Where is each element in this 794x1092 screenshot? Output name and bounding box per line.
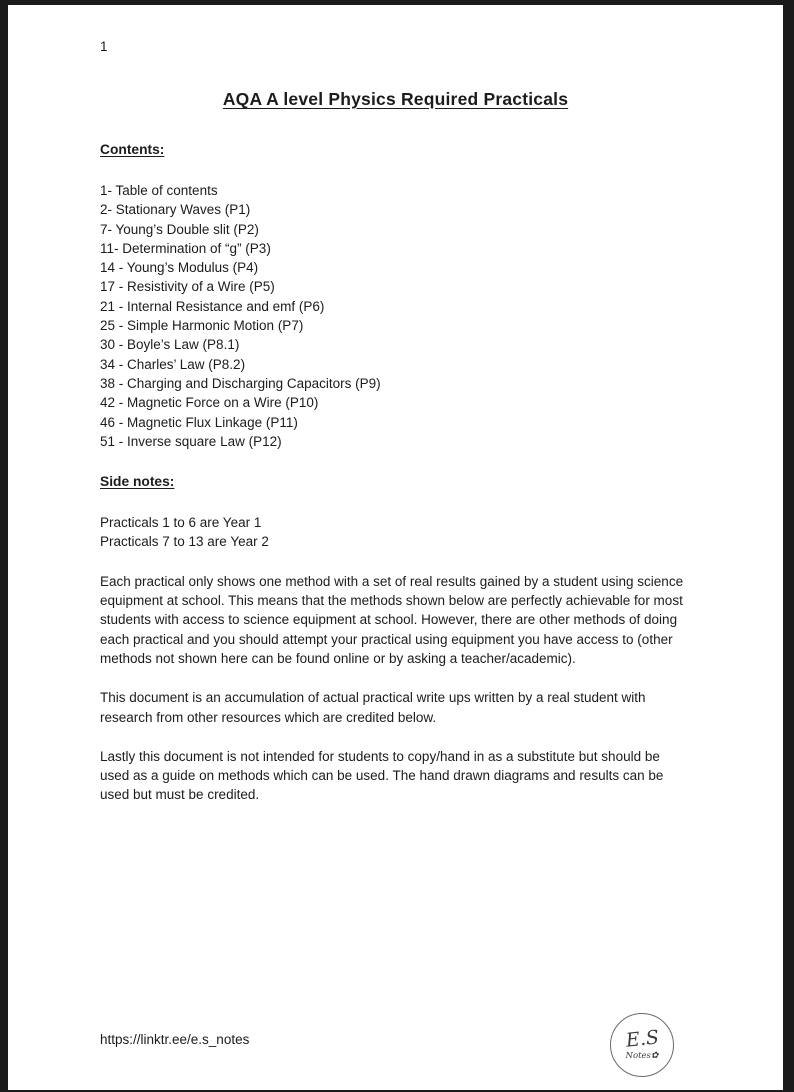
rose-icon: ✿ bbox=[650, 1050, 659, 1061]
toc-item: 11- Determination of “g” (P3) bbox=[100, 240, 271, 256]
page-number: 1 bbox=[100, 39, 108, 54]
linktree-link[interactable]: https://linktr.ee/e.s_notes bbox=[100, 1032, 250, 1047]
document-title: AQA A level Physics Required Practicals bbox=[222, 89, 569, 109]
toc-item: 38 - Charging and Discharging Capacitors (P9) bbox=[100, 375, 381, 391]
toc-item: 51 - Inverse square Law (P12) bbox=[100, 433, 282, 449]
toc-item: 2- Stationary Waves (P1) bbox=[100, 202, 251, 218]
paragraph-accumulation-note: This document is an accumulation of actual practical write ups written by a real student with research from other resources which are credited below. bbox=[100, 690, 646, 725]
paragraph-method-note: Each practical only shows one method with a set of real results gained by a student using science equipment at school. This means that the methods shown below are perfectly achievable for most students with access to science equipment at school. However, there are other methods of doing each practical and you should attempt your practical using equipment you have access to (other methods not shown here can be found online or by asking a teacher/academic). bbox=[100, 573, 684, 666]
table-of-contents bbox=[100, 181, 691, 451]
toc-item: 30 - Boyle’s Law (P8.1) bbox=[100, 337, 240, 353]
logo-initials: E.S bbox=[624, 1025, 660, 1052]
es-notes-logo bbox=[610, 1013, 674, 1077]
side-notes-lines bbox=[100, 513, 691, 552]
toc-item: 1- Table of contents bbox=[100, 183, 218, 198]
toc-item: 25 - Simple Harmonic Motion (P7) bbox=[100, 318, 304, 334]
side-note-line: Practicals 7 to 13 are Year 2 bbox=[100, 534, 269, 550]
toc-item: 46 - Magnetic Flux Linkage (P11) bbox=[100, 414, 298, 430]
toc-item: 14 - Young’s Modulus (P4) bbox=[100, 260, 259, 276]
paragraph-usage-note: Lastly this document is not intended for students to copy/hand in as a substitute but should be used as a guide on methods which can be used. The hand drawn diagrams and results can be used but must be credited. bbox=[100, 748, 664, 803]
side-note-line: Practicals 1 to 6 are Year 1 bbox=[100, 515, 262, 531]
toc-item: 7- Young’s Double slit (P2) bbox=[100, 221, 259, 237]
toc-item: 42 - Magnetic Force on a Wire (P10) bbox=[100, 395, 319, 411]
side-notes-heading: Side notes: bbox=[100, 474, 175, 490]
toc-item: 17 - Resistivity of a Wire (P5) bbox=[100, 279, 275, 295]
contents-heading: Contents: bbox=[100, 142, 165, 157]
logo-label-text: Notes bbox=[625, 1050, 651, 1061]
toc-item: 34 - Charles’ Law (P8.2) bbox=[100, 356, 246, 372]
logo-label bbox=[626, 1052, 659, 1061]
toc-item: 21 - Internal Resistance and emf (P6) bbox=[100, 298, 325, 314]
document-page bbox=[8, 5, 783, 1090]
